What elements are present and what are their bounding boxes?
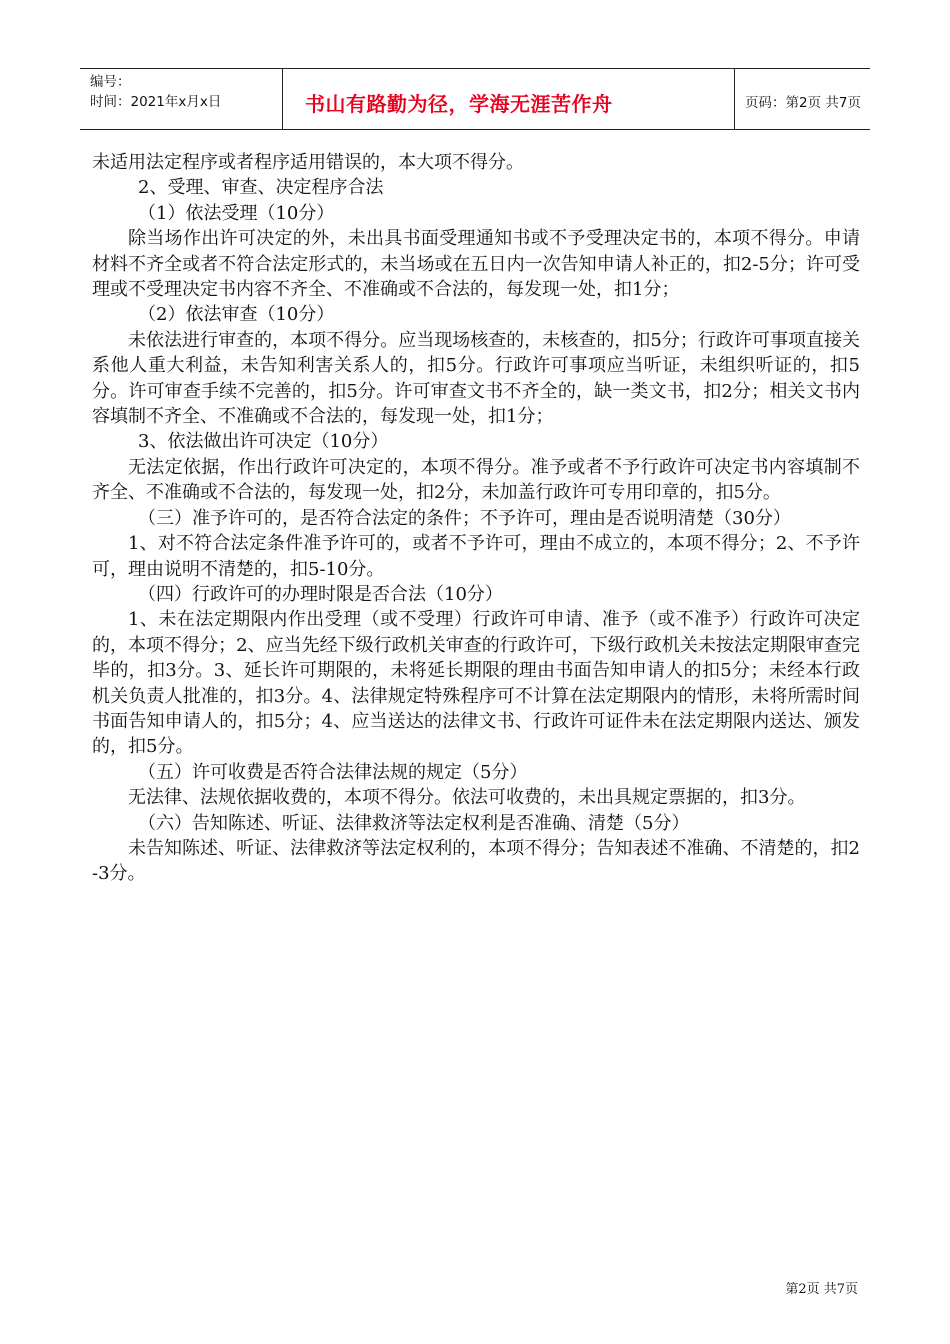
document-date-label: 时间：2021年x月x日 xyxy=(90,94,222,110)
page-footer-number: 第2页 共7页 xyxy=(785,1282,858,1297)
header-page-number: 页码：第2页 共7页 xyxy=(745,95,861,111)
header-motto: 书山有路勤为径，学海无涯苦作舟 xyxy=(305,92,613,116)
subsection-heading: （2）依法审查（10分） xyxy=(138,304,335,326)
body-paragraph: 未适用法定程序或者程序适用错误的，本大项不得分。 xyxy=(92,152,524,173)
section-heading: （四）行政许可的办理时限是否合法（10分） xyxy=(138,583,503,605)
header-page-cell xyxy=(735,69,870,129)
document-number-label: 编号： xyxy=(90,74,131,90)
section-heading: 3、依法做出许可决定（10分） xyxy=(138,431,389,453)
body-paragraph: 无法律、法规依据收费的，本项不得分。依法可收费的，未出具规定票据的，扣3分。 xyxy=(128,787,806,809)
header-meta-cell xyxy=(80,69,282,129)
body-paragraph: 无法定依据，作出行政许可决定的，本项不得分。准予或者不予行政许可决定书内容填制不齐全、不准确或不合法的，每发现一处，扣2分，未加盖行政许可专用印章的，扣5分。 xyxy=(92,456,860,504)
document-body xyxy=(92,150,860,887)
section-heading: （六）告知陈述、听证、法律救济等法定权利是否准确、清楚（5分） xyxy=(138,812,690,834)
header-motto-cell xyxy=(282,69,735,129)
section-heading: 2、受理、审查、决定程序合法 xyxy=(138,177,384,199)
section-heading: （三）准予许可的，是否符合法定的条件；不予许可，理由是否说明清楚（30分） xyxy=(138,507,791,529)
body-paragraph: 1、未在法定期限内作出受理（或不受理）行政许可申请、准予（或不准予）行政许可决定的，本项不得分；2、应当先经下级行政机关审查的行政许可，下级行政机关未按法定期限审查完毕的，扣3分。3、延长许可期限的，未将延长期限的理由书面告知申请人的扣5分；未经本行政机关负责人批准的，扣3分。4、法律规定特殊程序可不计算在法定期限内的情形，未将所需时间书面告知申请人的，扣5分；4、应当送达的法律文书、行政许可证件未在法定期限内送达、颁发的，扣5分。 xyxy=(92,609,860,758)
subsection-heading: （1）依法受理（10分） xyxy=(138,202,335,224)
page-header xyxy=(80,68,870,130)
body-paragraph: 未依法进行审查的，本项不得分。应当现场核查的，未核查的，扣5分；行政许可事项直接关系他人重大利益，未告知利害关系人的，扣5分。行政许可事项应当听证，未组织听证的，扣5分。许可审查手续不完善的，扣5分。许可审查文书不齐全的，缺一类文书，扣2分；相关文书内容填制不齐全、不准确或不合法的，每发现一处，扣1分； xyxy=(92,329,860,428)
body-paragraph: 除当场作出许可决定的外，未出具书面受理通知书或不予受理决定书的，本项不得分。申请材料不齐全或者不符合法定形式的，未当场或在五日内一次告知申请人补正的，扣2-5分；许可受理或不受理决定书内容不齐全、不准确或不合法的，每发现一处，扣1分； xyxy=(92,228,860,301)
body-paragraph: 1、对不符合法定条件准予许可的，或者不予许可，理由不成立的，本项不得分；2、不予许可，理由说明不清楚的，扣5-10分。 xyxy=(92,533,860,580)
body-paragraph: 未告知陈述、听证、法律救济等法定权利的，本项不得分；告知表述不准确、不清楚的，扣2-3分。 xyxy=(92,837,860,885)
section-heading: （五）许可收费是否符合法律法规的规定（5分） xyxy=(138,761,528,783)
